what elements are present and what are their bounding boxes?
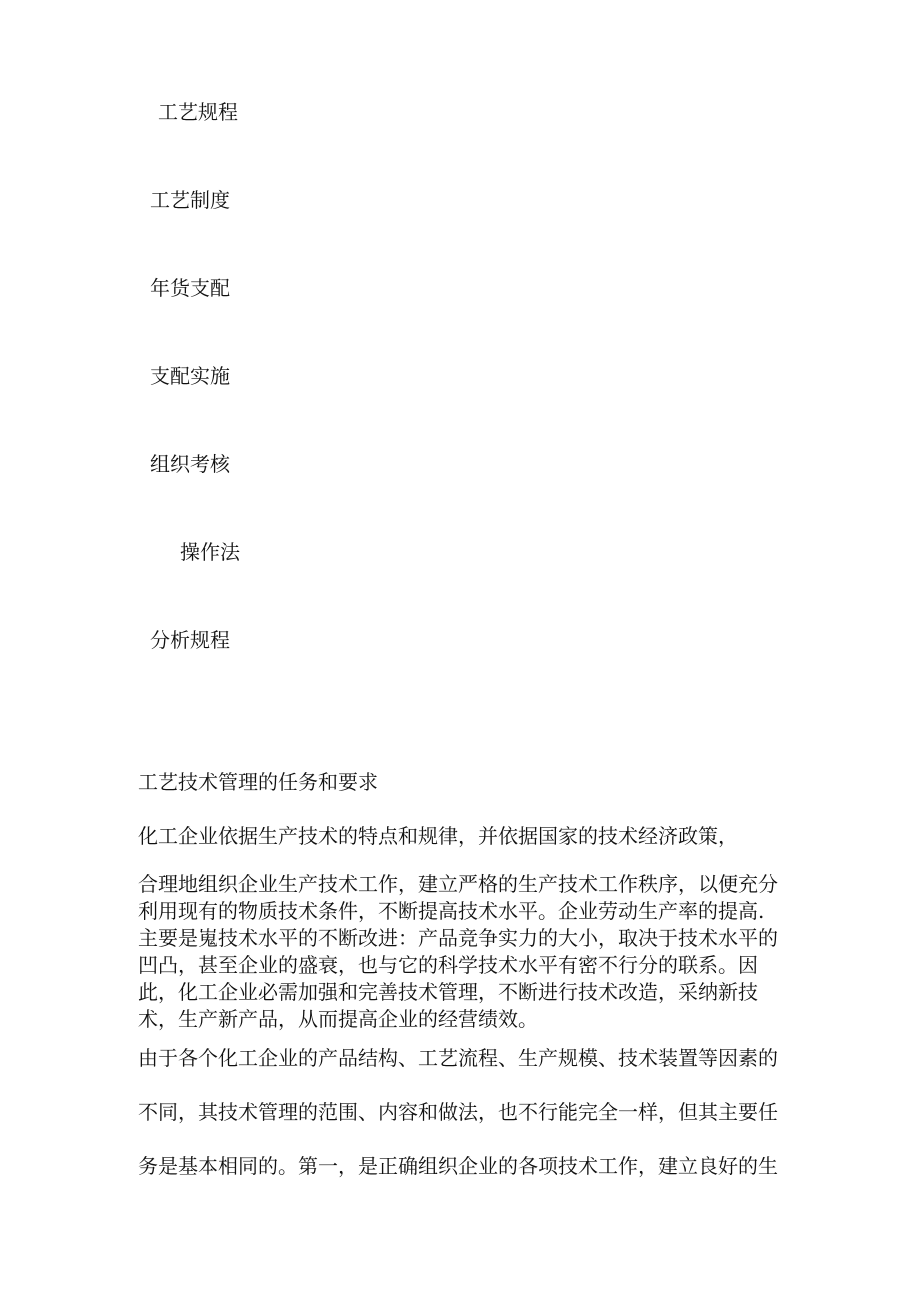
paragraph-line: 凹凸，甚至企业的盛衰，也与它的科学技术水平有密不行分的联系。因 <box>138 953 758 977</box>
paragraph-line: 利用现有的物质技术条件，不断提高技术水平。企业劳动生产率的提高. <box>138 899 765 923</box>
paragraph-line: 主要是嵬技术水平的不断改进：产品竞争实力的大小，取决于技术水平的 <box>138 926 778 950</box>
paragraph-tasks-line: 务是基本相同的。第一，是正确组织企业的各项技术工作，建立良好的生 <box>138 1154 778 1178</box>
paragraph-line: 合理地组织企业生产技术工作，建立严格的生产技术工作秩序，以便充分 <box>138 872 778 896</box>
paragraph-line: 术，生产新产品，从而提高企业的经营绩效。 <box>138 1007 538 1031</box>
paragraph-body <box>138 871 788 1033</box>
outline-item-operation-method: 操作法 <box>180 540 240 564</box>
section-heading: 工艺技术管理的任务和要求 <box>138 770 378 794</box>
outline-item-analysis-regulations: 分析规程 <box>150 628 230 652</box>
paragraph-line: 此，化工企业必需加强和完善技术管理，不断进行技术改造，采纳新技 <box>138 980 758 1004</box>
paragraph-intro: 化工企业依据生产技术的特点和规律，并依据国家的技术经济政策， <box>138 824 738 848</box>
outline-item-organization-assessment: 组织考核 <box>150 452 230 476</box>
paragraph-tasks-line: 由于各个化工企业的产品结构、工艺流程、生产规模、技术装置等因素的 <box>138 1046 778 1070</box>
outline-item-process-system: 工艺制度 <box>150 188 230 212</box>
paragraph-tasks-line: 不同，其技术管理的范围、内容和做法，也不行能完全一样，但其主要任 <box>138 1100 778 1124</box>
outline-item-allocation-implementation: 支配实施 <box>150 364 230 388</box>
outline-item-annual-allocation: 年货支配 <box>150 276 230 300</box>
outline-item-process-regulations: 工艺规程 <box>158 100 238 124</box>
